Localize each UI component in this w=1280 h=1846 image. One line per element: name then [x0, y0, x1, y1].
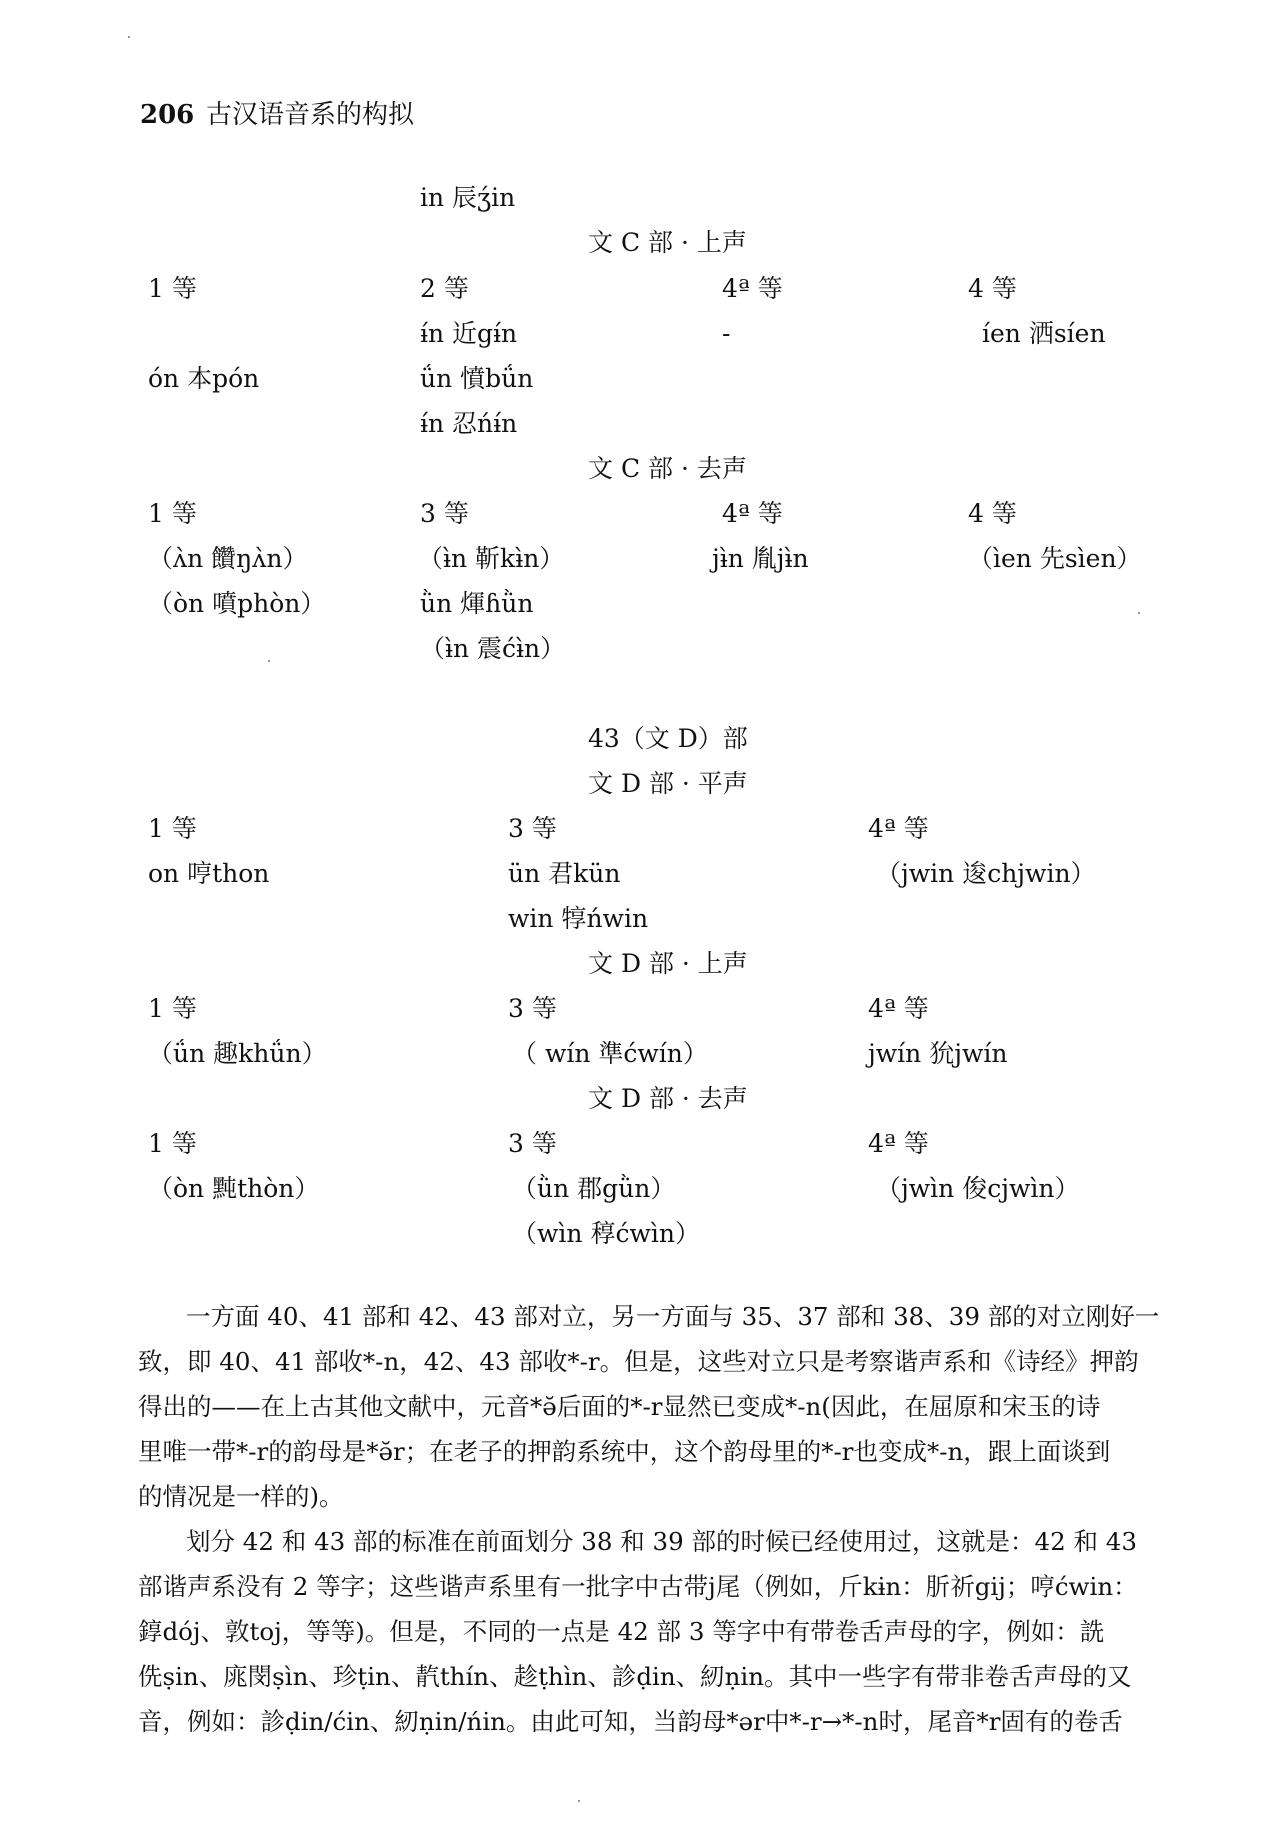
section-title-wenD-ping: 文 D 部 · 平声	[588, 769, 748, 798]
scan-speck	[128, 36, 130, 38]
col-head: 4 等	[968, 274, 1017, 303]
col-head: 1 等	[148, 994, 197, 1023]
section-title-wenD: 43（文 D）部	[588, 724, 748, 753]
table-cell: （jwìn 俊cjwìn）	[876, 1174, 1080, 1203]
table-cell: （ǜn 郡gǜn）	[512, 1174, 676, 1203]
text-line: 的情况是一样的)。	[138, 1482, 344, 1511]
section-title-wenD-shang: 文 D 部 · 上声	[588, 949, 748, 978]
table-cell: ón 本pón	[148, 364, 260, 393]
text-line: 侁ṣin、庣閔ṣìn、珍ṭin、靔thín、趁ṭhìn、診ḍin、紉ṇin。其中一些字有带非卷舌声母的又	[138, 1662, 1132, 1691]
table-cell: ɨ́n 忍ńɨ́n	[420, 409, 518, 438]
col-head: 3 等	[508, 814, 557, 843]
table-cell: ɨ́n 近gɨ́n	[420, 319, 518, 348]
table-cell: ǜn 煇ɦǜn	[420, 589, 534, 618]
scan-speck	[578, 1800, 580, 1802]
col-head: 4 等	[968, 499, 1017, 528]
table-cell: （wìn 稕ćwìn）	[512, 1219, 700, 1248]
col-head: 1 等	[148, 499, 197, 528]
table-cell: in 辰ʒ́in	[420, 183, 516, 212]
table-cell: on 哼thon	[148, 859, 270, 888]
scan-speck	[1138, 612, 1140, 614]
col-head: 3 等	[420, 499, 469, 528]
section-title-wenD-qu: 文 D 部 · 去声	[588, 1084, 748, 1113]
table-cell: íen 洒síen	[982, 319, 1106, 348]
table-cell: ǘn 憤bǘn	[420, 364, 534, 393]
table-cell: （ɨ̀n 震ćɨ̀n）	[420, 634, 566, 663]
body-paragraph-1	[138, 1294, 1220, 1519]
col-head: 3 等	[508, 1129, 557, 1158]
table-cell: win 犉ńwin	[508, 904, 649, 933]
col-head: 1 等	[148, 1129, 197, 1158]
col-head: 4ª 等	[722, 274, 783, 303]
col-head: 4ª 等	[868, 1129, 929, 1158]
col-head: 4ª 等	[722, 499, 783, 528]
table-cell: （òn 噴phòn）	[148, 589, 326, 618]
text-line: 得出的——在上古其他文献中，元音*ə̆后面的*-r显然已变成*-n(因此，在屈原和宋玉的诗	[138, 1392, 1101, 1421]
text-line: 划分 42 和 43 部的标准在前面划分 38 和 39 部的时候已经使用过，这就是：42 和 43	[186, 1527, 1137, 1556]
scan-speck	[268, 660, 270, 662]
text-line: 音，例如：診ḍin/ćin、紉ṇin/ńin。由此可知，当韵母*ər中*-r→*-n时，尾音*r固有的卷舌	[138, 1707, 1123, 1736]
table-cell: -	[722, 319, 731, 348]
col-head: 4ª 等	[868, 814, 929, 843]
table-cell: jɨ̀n 胤jɨ̀n	[712, 544, 809, 573]
table-cell: ün 君kün	[508, 859, 621, 888]
col-head: 2 等	[420, 274, 469, 303]
text-line: 錞dój、敦toj，等等)。但是，不同的一点是 42 部 3 等字中有带卷舌声母的字，例如：詵	[138, 1617, 1105, 1646]
section-title-wenC-qu: 文 C 部 · 去声	[588, 454, 747, 483]
col-head: 1 等	[148, 814, 197, 843]
section-title-wenC-shang: 文 C 部 · 上声	[588, 228, 747, 257]
table-cell: （òn 黗thòn）	[148, 1174, 320, 1203]
page-number: 206	[140, 100, 195, 130]
col-head: 1 等	[148, 274, 197, 303]
table-cell: （ǘn 趣khǘn）	[148, 1039, 327, 1068]
col-head: 3 等	[508, 994, 557, 1023]
col-head: 4ª 等	[868, 994, 929, 1023]
running-title: 古汉语音系的构拟	[206, 100, 415, 130]
text-line: 部谐声系没有 2 等字；这些谐声系里有一批字中古带j尾（例如，斤kɨn：肵祈gij；哼ćwin：	[138, 1572, 1138, 1601]
table-cell: （jwin 逡chjwin）	[876, 859, 1096, 888]
table-cell: （ wín 準ćwín）	[512, 1039, 708, 1068]
text-line: 一方面 40、41 部和 42、43 部对立，另一方面与 35、37 部和 38、39 部的对立刚好一	[186, 1302, 1160, 1331]
table-cell: jwín 狁jwín	[868, 1039, 1008, 1068]
body-paragraph-2	[138, 1519, 1220, 1744]
table-cell: （ìen 先sìen）	[968, 544, 1142, 573]
text-line: 里唯一带*-r的韵母是*ə̆r；在老子的押韵系统中，这个韵母里的*-r也变成*-n，跟上面谈到	[138, 1437, 1111, 1466]
text-line: 致，即 40、41 部收*-n，42、43 部收*-r。但是，这些对立只是考察谐声系和《诗经》押韵	[138, 1347, 1139, 1376]
table-cell: （ɨ̀n 靳kɨ̀n）	[418, 544, 565, 573]
table-cell: （ʌ̀n 饡ŋʌ̀n）	[148, 544, 308, 573]
